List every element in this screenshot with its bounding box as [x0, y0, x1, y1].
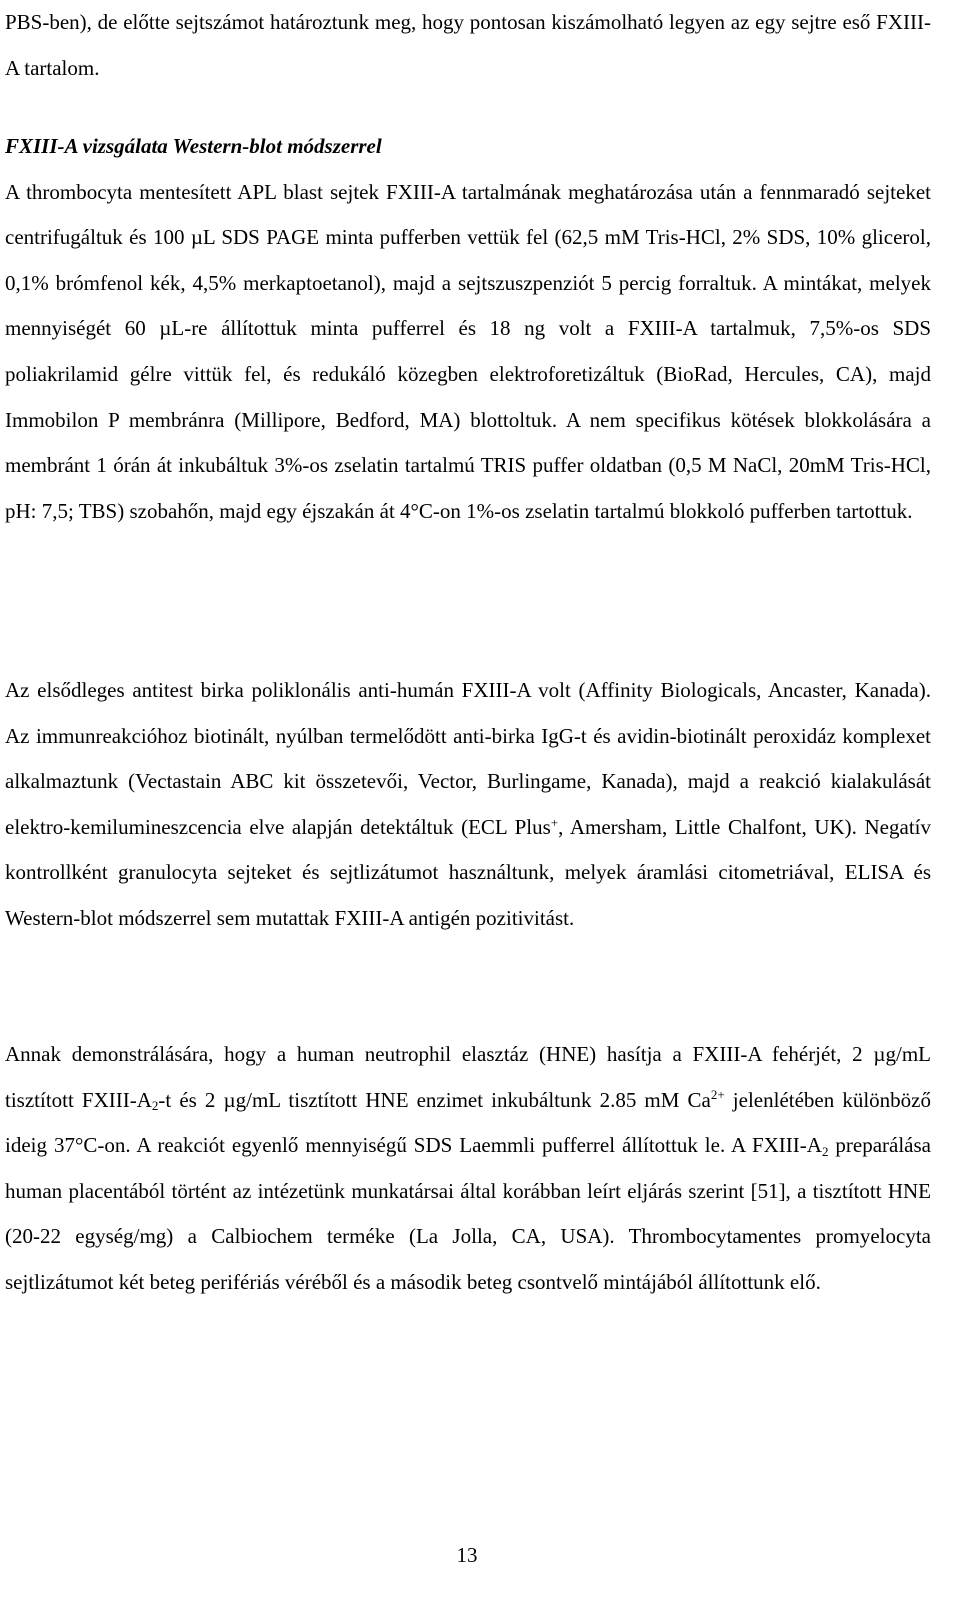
- superscript-two-plus: 2+: [710, 1087, 725, 1103]
- paragraph-hne-text-1: Annak demonstrálására, hogy a human neutrophil elasztáz (HNE) hasítja a FXIII-A fehérjét, 2 µg/mL tisztított FXIII-A: [5, 1042, 931, 1112]
- paragraph-hne-text-2: -t és 2 µg/mL tisztított HNE enzimet inkubáltunk 2.85 mM Ca: [158, 1087, 711, 1112]
- paragraph-hne-text-3: jelenlétében különböző ideig 37°C-on. A reakciót egyenlő mennyiségű SDS Laemmli pufferrel állítottuk le. A FXIII-A: [5, 1087, 931, 1158]
- paragraph-antibody-text-2: , Amersham, Little Chalfont, UK). Negatív kontrollként granulocyta sejteket és sejtlizátumot használtunk, melyek áramlási citometriával, ELISA és Western-blot módszerrel sem mutattak FXIII-A antigén pozitivitást.: [5, 814, 931, 930]
- section-heading: FXIII-A vizsgálata Western-blot módszerrel: [5, 134, 382, 158]
- paragraph-antibody: [5, 668, 931, 942]
- page-number: 13: [456, 1543, 478, 1567]
- section-block: [5, 124, 931, 534]
- intro-block: [5, 0, 931, 91]
- subscript-two: 2: [151, 1098, 159, 1114]
- paragraph-hne-text-4: preparálása human placentából történt az intézetünk munkatársai által korábban leírt eljárás szerint [51], a tisztított HNE (20-22 egység/mg) a Calbiochem terméke (La Jolla, CA, USA). Thrombocytamentes promyelocyta sejtlizátumot két beteg perifériás véréből és a második beteg csontvelő mintájából állítottunk elő.: [5, 1133, 931, 1294]
- hne-block: [5, 1032, 931, 1306]
- paragraph-western-blot-method: A thrombocyta mentesített APL blast sejtek FXIII-A tartalmának meghatározása után a fennmaradó sejteket centrifugáltuk és 100 µL SDS PAGE minta pufferben vettük fel (62,5 mM Tris-HCl, 2% SDS, 10% glicerol, 0,1% brómfenol kék, 4,5% merkaptoetanol), majd a sejtszuszpenziót 5 percig forraltuk. A mintákat, melyek mennyiségét 60 µL-re állítottuk minta pufferrel és 18 ng volt a FXIII-A tartalmuk, 7,5%-os SDS poliakrilamid gélre vittük fel, és redukáló közegben elektroforetizáltuk (BioRad, Hercules, CA), majd Immobilon P membránra (Millipore, Bedford, MA) blottoltuk. A nem specifikus kötések blokkolására a membránt 1 órán át inkubáltuk 3%-os zselatin tartalmú TRIS puffer oldatban (0,5 M NaCl, 20mM Tris-HCl, pH: 7,5; TBS) szobahőn, majd egy éjszakán át 4°C-on 1%-os zselatin tartalmú blokkoló pufferben tartottuk.: [5, 179, 931, 523]
- superscript-plus: +: [550, 814, 559, 830]
- intro-paragraph: PBS-ben), de előtte sejtszámot határoztunk meg, hogy pontosan kiszámolható legyen az egy sejtre eső FXIII-A tartalom.: [5, 10, 931, 80]
- paragraph-antibody-text-1: Az elsődleges antitest birka poliklonális anti-humán FXIII-A volt (Affinity Biologicals, Ancaster, Kanada). Az immunreakcióhoz biotinált, nyúlban termelődött anti-birka IgG-t és avidin-biotinált peroxidáz komplexet alkalmaztunk (Vectastain ABC kit összetevői, Vector, Burlingame, Kanada), majd a reakció kialakulását elektro-kemilumineszcencia elve alapján detektáltuk (ECL Plus: [5, 678, 931, 839]
- subscript-two: 2: [821, 1144, 829, 1160]
- paragraph-hne-cleavage: [5, 1032, 931, 1306]
- antibody-block: [5, 668, 931, 942]
